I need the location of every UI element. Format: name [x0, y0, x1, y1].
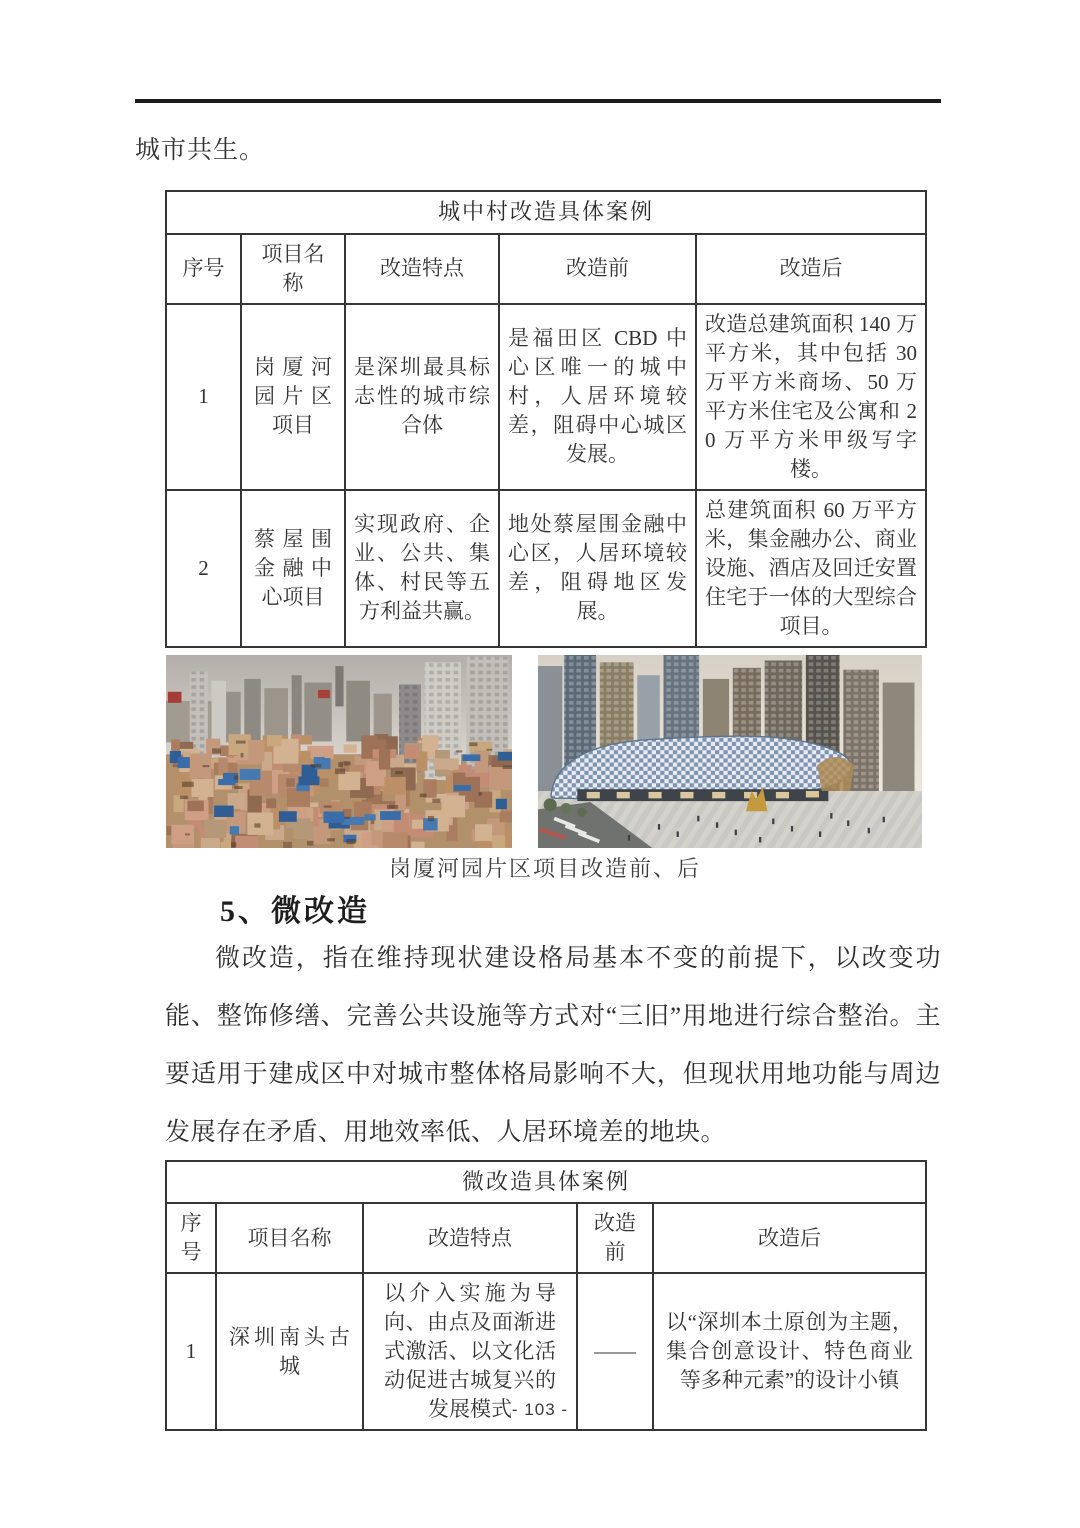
page-header-rule	[135, 99, 941, 103]
cell-feature: 以介入实施为导向、由点及面渐进式激活、以文化活动促进古城复兴的发展模式	[363, 1273, 577, 1430]
section-paragraph: 微改造，指在维持现状建设格局基本不变的前提下，以改变功能、整饰修缮、完善公共设施等方式对“三旧”用地进行综合整治。主要适用于建成区中对城市整体格局影响不大，但现状用地功能与周边发展存在矛盾、用地效率低、人居环境差的地块。	[165, 945, 941, 1146]
photo-after-redeveloped-mall	[538, 655, 922, 848]
table-title: 城中村改造具体案例	[166, 191, 926, 234]
cell-project-name: 深圳南头古城	[216, 1273, 363, 1430]
cell-no: 1	[166, 1273, 216, 1430]
opening-text: 城市共生。	[135, 137, 266, 164]
table-row	[166, 304, 926, 490]
table	[165, 1160, 927, 1431]
column-header-before: 改造前	[499, 234, 696, 304]
table-title: 微改造具体案例	[166, 1161, 926, 1203]
micro-renewal-cases-table	[165, 1160, 927, 1431]
figure-photos	[0, 655, 1080, 848]
cell-project-name: 蔡屋围金融中心项目	[241, 490, 345, 647]
table-title-row	[166, 1161, 926, 1203]
cell-after: 改造总建筑面积 140 万平方米，其中包括 30 万平方米商场、50 万平方米住宅及公寓和 20 万平方米甲级写字楼。	[696, 304, 926, 490]
column-header-before: 改造前	[577, 1203, 653, 1273]
column-header-after: 改造后	[696, 234, 926, 304]
cell-feature: 是深圳最具标志性的城市综合体	[345, 304, 499, 490]
cell-before: 地处蔡屋围金融中心区，人居环境较差，阻碍地区发展。	[499, 490, 696, 647]
table-row	[166, 490, 926, 647]
column-header-feature: 改造特点	[363, 1203, 577, 1273]
cell-before: ——	[577, 1273, 653, 1430]
table	[165, 190, 927, 648]
cell-before: 是福田区 CBD 中心区唯一的城中村，人居环境较差，阻碍中心城区发展。	[499, 304, 696, 490]
cell-project-name: 岗厦河园片区项目	[241, 304, 345, 490]
column-header-feature: 改造特点	[345, 234, 499, 304]
page-number: - 103 -	[511, 1400, 569, 1419]
urban-village-cases-table	[165, 190, 927, 648]
cell-after: 以“深圳本土原创为主题，集合创意设计、特色商业等多种元素”的设计小镇	[653, 1273, 926, 1430]
column-header-name: 项目名称	[216, 1203, 363, 1273]
cell-after: 总建筑面积 60 万平方米，集金融办公、商业设施、酒店及回迁安置住宅于一体的大型综合项目。	[696, 490, 926, 647]
column-header-no: 序号	[166, 234, 241, 304]
column-header-no: 序号	[166, 1203, 216, 1273]
figure-caption: 岗厦河园片区项目改造前、后	[388, 856, 701, 881]
column-header-after: 改造后	[653, 1203, 926, 1273]
cell-no: 1	[166, 304, 241, 490]
table-header-row	[166, 1203, 926, 1273]
table-header-row	[166, 234, 926, 304]
photo-before-urban-village-aerial	[166, 655, 512, 848]
section-heading: 5、微改造	[220, 895, 370, 928]
column-header-name: 项目名称	[241, 234, 345, 304]
table-title-row	[166, 191, 926, 234]
cell-no: 2	[166, 490, 241, 647]
cell-feature: 实现政府、企业、公共、集体、村民等五方利益共赢。	[345, 490, 499, 647]
